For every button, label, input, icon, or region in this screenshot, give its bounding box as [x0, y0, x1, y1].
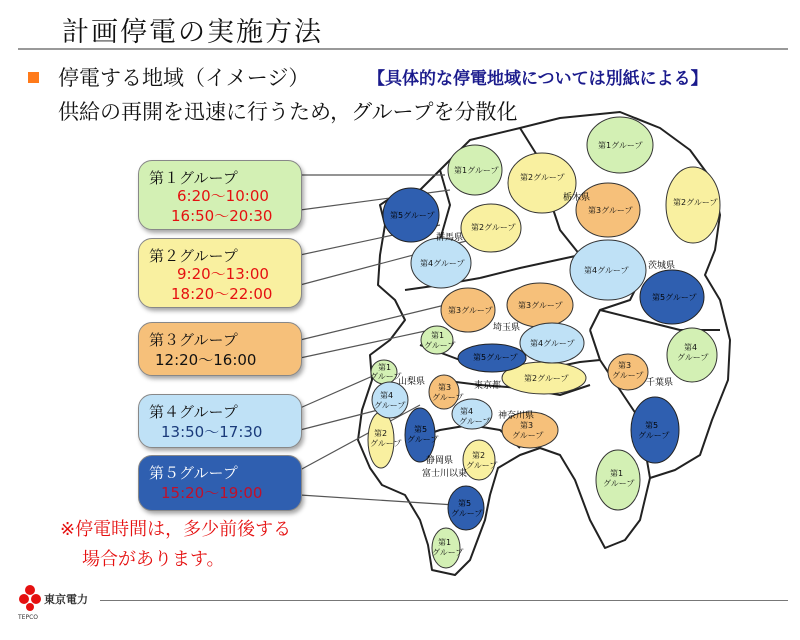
area-label: グループ	[512, 431, 544, 440]
group3-callout	[138, 322, 302, 376]
prefecture-tokyo: 東京都	[474, 381, 502, 391]
group4-callout	[138, 394, 302, 448]
area-label: グループ	[407, 435, 439, 444]
area-label: 第1	[378, 363, 392, 372]
area-label: グループ	[612, 371, 644, 380]
area-label: 第2グループ	[520, 173, 565, 182]
area-label: 第2グループ	[524, 374, 569, 383]
area-label: グループ	[374, 401, 406, 410]
prefecture-tochigi: 栃木県	[563, 193, 591, 203]
tepco-logo-icon	[18, 584, 42, 612]
area-label: 第5	[458, 499, 472, 508]
area-label: グループ	[370, 439, 402, 448]
caution-line-1: ※停電時間は，多少前後する	[60, 519, 292, 540]
area-label: 第2グループ	[673, 198, 718, 207]
area-label: 第4グループ	[530, 339, 575, 348]
prefecture-fujikawa: 富士川以東	[422, 469, 468, 479]
area-label: 第5グループ	[473, 353, 518, 362]
map-area-g5	[448, 486, 484, 530]
map-area-g2	[463, 440, 498, 480]
prefecture-gunma: 群馬県	[436, 233, 464, 243]
area-label: 第5グループ	[652, 293, 697, 302]
area-label: 第3グループ	[588, 206, 633, 215]
group2-callout	[138, 238, 302, 308]
group2-time2: 18:20〜22:00	[171, 285, 273, 303]
group5-callout	[138, 455, 302, 511]
reference-note: 【具体的な停電地域については別紙による】	[368, 69, 708, 89]
area-label: 第3	[618, 361, 632, 370]
map-area-g4	[372, 382, 408, 418]
map-area-g2	[508, 153, 576, 213]
area-label: グループ	[603, 479, 635, 488]
area-label: 第2	[472, 451, 486, 460]
area-label: 第5グループ	[390, 211, 435, 220]
area-label: グループ	[370, 372, 402, 381]
area-label: 第4	[380, 391, 394, 400]
map-area-g3	[429, 375, 459, 409]
page-title: 計画停電の実施方法	[62, 17, 323, 48]
prefecture-saitama: 埼玉県	[493, 323, 521, 333]
group1-callout	[138, 160, 302, 230]
prefecture-chiba: 千葉県	[646, 378, 674, 388]
group1-label: 第１グループ	[149, 169, 238, 187]
map-area-g5	[631, 397, 679, 463]
prefecture-kanagawa: 神奈川県	[498, 411, 535, 421]
area-label: グループ	[451, 509, 483, 518]
group5-time1: 15:20〜19:00	[161, 484, 263, 502]
area-label: 第1	[610, 469, 624, 478]
area-label: 第1	[431, 331, 445, 340]
caution-line-2: 場合があります。	[82, 549, 225, 570]
group2-label: 第２グループ	[149, 247, 238, 265]
area-label: 第3	[438, 383, 452, 392]
area-label: 第4	[460, 407, 474, 416]
area-label: 第1	[438, 538, 452, 547]
group4-time1: 13:50〜17:30	[161, 423, 263, 441]
area-label: グループ	[677, 353, 709, 362]
prefecture-yamanashi: 山梨県	[398, 377, 426, 387]
area-label: 第4	[684, 343, 698, 352]
area-label: グループ	[638, 431, 670, 440]
area-label: 第3グループ	[448, 306, 493, 315]
area-label: 第5	[645, 421, 659, 430]
group1-time1: 6:20〜10:00	[177, 187, 269, 205]
area-label: 第5	[414, 425, 428, 434]
group3-time1: 12:20〜16:00	[155, 351, 257, 369]
area-label: 第2	[374, 429, 388, 438]
area-label: 第3グループ	[518, 301, 563, 310]
area-label: 第4グループ	[420, 259, 465, 268]
group2-time1: 9:20〜13:00	[177, 265, 269, 283]
area-label: グループ	[466, 461, 498, 470]
area-label: 第2グループ	[471, 223, 516, 232]
prefecture-shizuoka: 静岡県	[426, 456, 454, 466]
group5-label: 第５グループ	[149, 464, 238, 482]
group4-label: 第４グループ	[149, 403, 238, 421]
area-label: 第1グループ	[454, 166, 499, 175]
area-label: 第1グループ	[598, 141, 643, 150]
section-heading: 停電する地域（イメージ）	[58, 66, 310, 90]
area-label: 第3	[520, 421, 534, 430]
area-label: 第4グループ	[584, 266, 629, 275]
area-label: グループ	[424, 341, 456, 350]
area-label: グループ	[432, 393, 464, 402]
company-abbr: TEPCO	[18, 614, 38, 621]
prefecture-ibaraki: 茨城県	[648, 261, 676, 271]
area-label: グループ	[459, 417, 491, 426]
group3-label: 第３グループ	[149, 331, 238, 349]
section-subtitle: 供給の再開を迅速に行うため，グループを分散化	[58, 100, 518, 124]
footer-divider	[100, 600, 788, 601]
group1-time2: 16:50〜20:30	[171, 207, 273, 225]
company-name: 東京電力	[44, 593, 88, 606]
area-label: グループ	[432, 548, 464, 557]
